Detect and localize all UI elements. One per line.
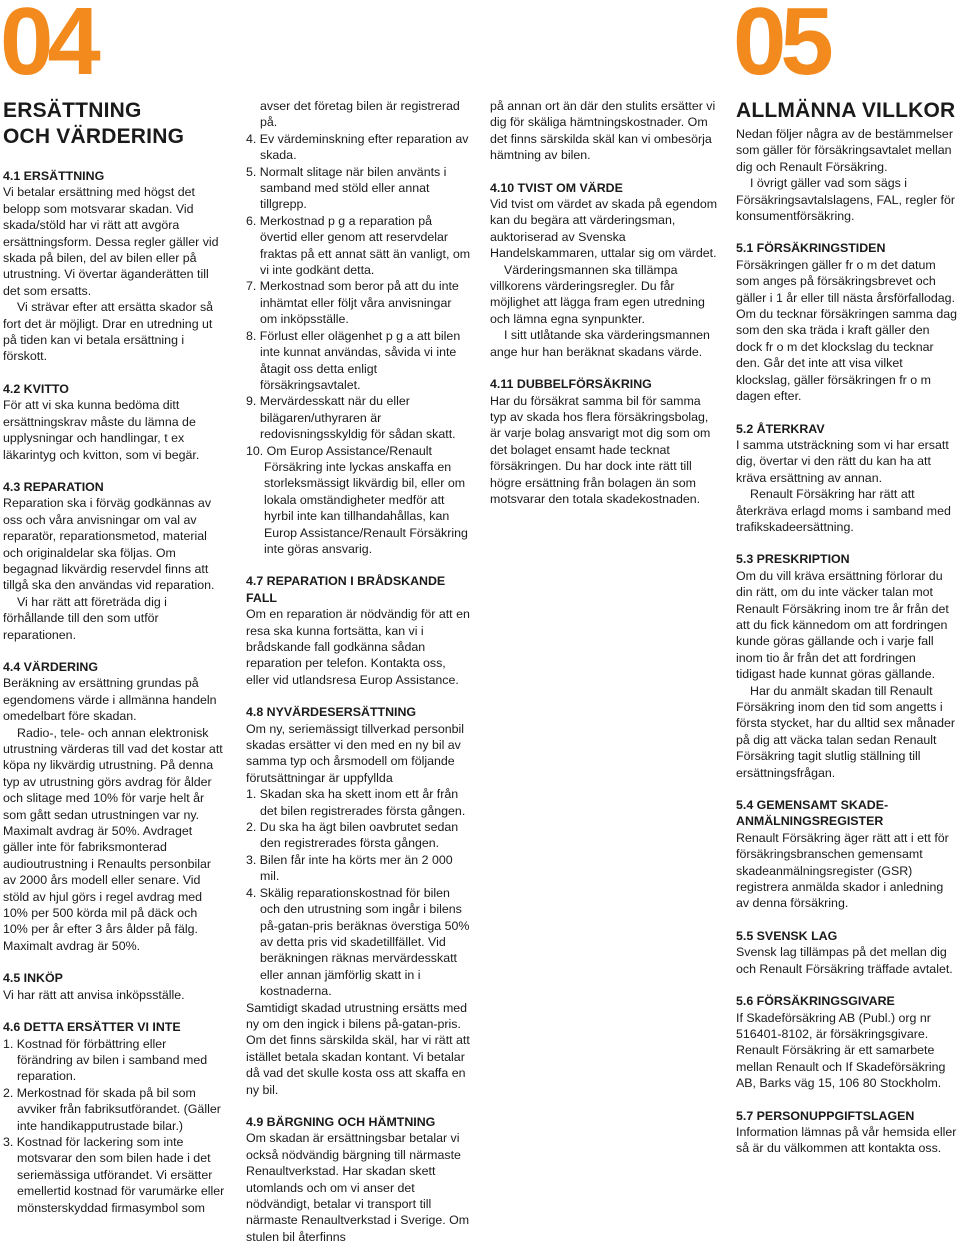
heading-4-7: 4.7 REPARATION I BRÅDSKANDE FALL [246, 574, 446, 605]
heading-4-9: 4.9 BÄRGNING OCH HÄMTNING [246, 1114, 436, 1129]
column-1 [3, 98, 225, 1216]
list-item: 3. Bilen får inte ha körts mer än 2 000 mil. [246, 852, 453, 884]
paragraph-continuation: på annan ort än där den stulits ersätter vi dig för skäliga hämtningskostnader. Om det finns särskilda skäl kan vi ombesörja hämtning av bilen. [490, 99, 716, 163]
paragraph: Renault Försäkring har rätt att återkräva erlagd moms i samband med trafikskadeersättning. [736, 487, 951, 534]
heading-5-3: 5.3 PRESKRIPTION [736, 552, 850, 567]
list-item: 5. Normalt slitage när bilen använts i samband med stöld eller annat tillgrepp. [246, 164, 447, 212]
paragraph: Nedan följer några av de bestämmelser som gäller för försäkringsavtalet mellan dig och Renault Försäkring. [736, 127, 953, 174]
list-item: 7. Merkostnad som beror på att du inte inhämtat eller följt våra anvisningar om inköpsställe. [246, 279, 459, 327]
heading-4-10: 4.10 TVIST OM VÄRDE [490, 180, 623, 195]
paragraph: Vi har rätt att anvisa inköpsställe. [3, 987, 185, 1002]
list-item: 4. Ev värdeminskning efter reparation av skada. [246, 131, 469, 163]
heading-4-1: 4.1 ERSÄTTNING [3, 169, 105, 183]
list-item: 9. Mervärdesskatt när du eller bilägaren/uthyraren är redovisningsskyldig för sådan skatt. [246, 394, 456, 442]
paragraph: Svensk lag tillämpas på det mellan dig och Renault Försäkring träffade avtalet. [736, 945, 953, 976]
heading-4-8: 4.8 NYVÄRDESERSÄTTNING [246, 705, 417, 720]
list-item: 3. Kostnad för lackering som inte motsvarar den som bilen hade i det seriemässiga utförandet. Vi ersätter emellertid kostnad för varumärke eller mönsterskyddad firmasymbol som [3, 1134, 225, 1215]
paragraph: Samtidigt skadad utrustning ersätts med ny om den ingick i bilens på-gatan-pris. Om det finns särskilda skäl, har vi rätt att istället betala skadan kontant. Vi betalar då vad det skulle kosta oss att skaffa en ny bil. [246, 1000, 470, 1097]
chapter-number-04: 04 [0, 0, 95, 95]
paragraph: Har du försäkrat samma bil för samma typ av skada hos flera försäkringsbolag, är varje bolag ansvarigt mot dig som om det bolaget ensamt hade tecknat försäkringen. Du har dock inte rätt till högre ersättning från bolagen än som motsvarar den totala skadekostnaden. [490, 393, 711, 506]
list-item-continuation: avser det företag bilen är registrerad på. [260, 99, 460, 130]
paragraph: Vi har rätt att företräda dig i förhållande till den som utför reparationen. [3, 594, 167, 642]
list-item: 1. Kostnad för förbättring eller förändring av bilen i samband med reparation. [3, 1036, 208, 1084]
chapter-number-05: 05 [733, 0, 828, 95]
paragraph: Om skadan är ersättningsbar betalar vi också nödvändig bärgning till närmaste Renaultverkstad. Har skadan skett utomlands och om vi anser det nödvändigt, betalar vi transport till närmaste Renaultverkstad i Sverige. Om stulen bil återfinns [246, 1131, 470, 1244]
heading-5-6: 5.6 FÖRSÄKRINGSGIVARE [736, 994, 895, 1009]
paragraph: I samma utsträckning som vi har ersatt dig, övertar vi den rätt du kan ha att kräva ersättning av annan. [736, 437, 949, 485]
heading-5-4-line-2: ANMÄLNINGSREGISTER [736, 814, 884, 829]
paragraph: Reparation ska i förväg godkännas av oss och våra anvisningar om val av reparatör, reparationsmetod, material och originaldelar ska följas. Om begagnad likvärdig reservdel finns att tillgå ska den användas vid reparation. [3, 496, 215, 593]
paragraph: If Skadeförsäkring AB (Publ.) org nr 516401-8102, är försäkringsgivare. Renault Försäkring är ett samarbete mellan Renault och If Skadeförsäkring AB, Barks väg 15, 106 80 Stockholm. [736, 1010, 946, 1091]
heading-5-7: 5.7 PERSONUPPGIFTSLAGEN [736, 1108, 915, 1123]
heading-4-6: 4.6 DETTA ERSÄTTER VI INTE [3, 1020, 181, 1035]
conditions-list [246, 786, 472, 999]
paragraph: Värderingsmannen ska tillämpa villkorens värderingsregler. Du får möjlighet att lägga fram egen utredning och lämna egna synpunkter. [490, 262, 705, 326]
section-title [3, 98, 225, 150]
heading-5-5: 5.5 SVENSK LAG [736, 928, 838, 943]
list-item: 2. Merkostnad för skada på bil som avviker från fabriksutförandet. (Gäller inte handikapputrustade bilar.) [3, 1085, 221, 1133]
paragraph: Om du vill kräva ersättning förlorar du din rätt, om du inte väcker talan mot Renault Försäkring inom tre år från det att du fick kännedom om att fordringen kunde göras gällande och i varje fall inom tio år från det att fordringen tidigast hade kunnat göras gällande. [736, 568, 949, 682]
exclusion-list-continued [246, 131, 472, 558]
paragraph: Radio-, tele- och annan elektronisk utrustning värderas till vad det kostar att köpa ny likvärdig utrustning. På denna typ av utrustning görs avdrag för ålder och slitage med 10% för varje helt år som gått sedan utrustningen var ny. Maximalt avdrag är 50%. Avdraget gäller inte för fabriksmonterad audioutrustning i Renaults personbilar av 2000 års modell eller senare. Vid stöld av hjul görs i regel avdrag med 10% per 500 körda mil på däck och 10% per år efter 3 års ålder på fälg. Maximalt avdrag är 50%. [3, 725, 223, 953]
heading-5-2: 5.2 ÅTERKRAV [736, 421, 825, 436]
column-3 [490, 98, 718, 507]
list-item: 2. Du ska ha ägt bilen oavbrutet sedan den registrerades första gången. [246, 820, 459, 851]
heading-4-2: 4.2 KVITTO [3, 381, 69, 396]
paragraph: I sitt utlåtande ska värderingsmannen ange hur han beräknat skadans värde. [490, 328, 710, 359]
list-item: 1. Skadan ska ha skett inom ett år från det bilen registrerades första gången. [246, 787, 466, 818]
heading-5-4-line-1: 5.4 GEMENSAMT SKADE- [736, 798, 889, 813]
paragraph: Vi strävar efter att ersätta skador så fort det är möjligt. Drar en utredning ut på tiden kan vi betala ersättning i förskott. [3, 300, 214, 364]
exclusion-list [3, 1036, 225, 1216]
list-item: 4. Skälig reparationskostnad för bilen och den utrustning som ingår i bilens på-gatan-pris beräknas överstiga 50% av detta pris vid skadetillfället. Vid beräkningen räknas mervärdesskatt eller annan jämförlig skatt in i kostnaderna. [246, 885, 470, 999]
paragraph: Beräkning av ersättning grundas på egendomens värde i allmänna handeln omedelbart före skadan. [3, 676, 217, 724]
column-2 [246, 98, 472, 1245]
paragraph: För att vi ska kunna bedöma ditt ersättningskrav måste du lämna de upplysningar och handlingar, t ex läkarintyg och kvitton, som vi begär. [3, 398, 200, 462]
heading-4-3: 4.3 REPARATION [3, 479, 104, 494]
list-item: 6. Merkostnad p g a reparation på övertid eller genom att reservdelar fraktas på ett annat sätt än vanligt, om vi inte godkänt detta. [246, 213, 471, 278]
paragraph: Vid tvist om värdet av skada på egendom kan du begära att värderingsman, auktoriserad av Svenska Handelskammaren, uttalar sig om värdet. [490, 197, 718, 261]
paragraph: Har du anmält skadan till Renault Försäkring inom den tid som angetts i första stycket, har du alltid sex månader på dig att väcka talan sedan Renault Försäkring tagit slutlig ställning till ersättningsfrågan. [736, 683, 956, 780]
heading-4-11: 4.11 DUBBELFÖRSÄKRING [490, 377, 652, 392]
paragraph: Om en reparation är nödvändig för att en resa ska kunna fortsätta, kan vi i brådskande fall godkänna sådan reparation per telefon. Kontakta oss, eller vid utlandsresa Europ Assistance. [246, 607, 470, 687]
heading-5-4 [736, 797, 958, 830]
paragraph: I övrigt gäller vad som sägs i Försäkringsavtalslagens, FAL, regler för konsumentförsäkring. [736, 176, 955, 224]
list-item: 10. Om Europ Assistance/Renault Försäkring inte lyckas anskaffa en storleksmässigt likvärdig bil, eller om lokala omständigheter medför att hyrbil inte kan tillhandahållas, kan Europ Assistance/Renault Försäkring inte göras ansvarig. [246, 443, 468, 556]
paragraph: Information lämnas på vår hemsida eller så är du välkommen att kontakta oss. [736, 1124, 957, 1156]
section-title-line-2: OCH VÄRDERING [3, 125, 185, 148]
paragraph: Vi betalar ersättning med högst det belopp som motsvarar skadan. Vid skada/stöld har vi rätt att avgöra ersättningsform. Dessa regler gäller vid skada på bilen, del av bilen eller på utrustning. Vi övertar äganderätten till det som ersatts. [3, 185, 219, 298]
column-4 [736, 98, 958, 1157]
paragraph: Om ny, seriemässigt tillverkad personbil skadas ersätter vi den med en ny bil av samma typ och årsmodell om följande förutsättningar är uppfyllda [246, 721, 465, 785]
paragraph: Renault Försäkring äger rätt att i ett för försäkringsbranschen gemensamt skadeanmälningsregister (GSR) registrera anmälda skador i anledning av denna försäkring. [736, 830, 949, 911]
list-item: 8. Förlust eller olägenhet p g a att bilen inte kunnat användas, såvida vi inte åtagit oss detta enligt försäkringsavtalet. [246, 328, 461, 392]
heading-4-5: 4.5 INKÖP [3, 971, 63, 986]
paragraph: Försäkringen gäller fr o m det datum som anges på försäkringsbrevet och gäller i 1 år eller till nästa årsförfallodag. Om du tecknar försäkringen samma dag som den ska träda i kraft gäller den dock fr o m det klockslag du tecknar den. Går det inte att visa vilket klockslag, gäller försäkringen fr o m dagen efter. [736, 257, 958, 404]
heading-4-4: 4.4 VÄRDERING [3, 659, 99, 674]
section-title-line-1: ERSÄTTNING [3, 99, 142, 122]
heading-5-1: 5.1 FÖRSÄKRINGSTIDEN [736, 241, 886, 256]
section-title: ALLMÄNNA VILLKOR [736, 99, 956, 122]
